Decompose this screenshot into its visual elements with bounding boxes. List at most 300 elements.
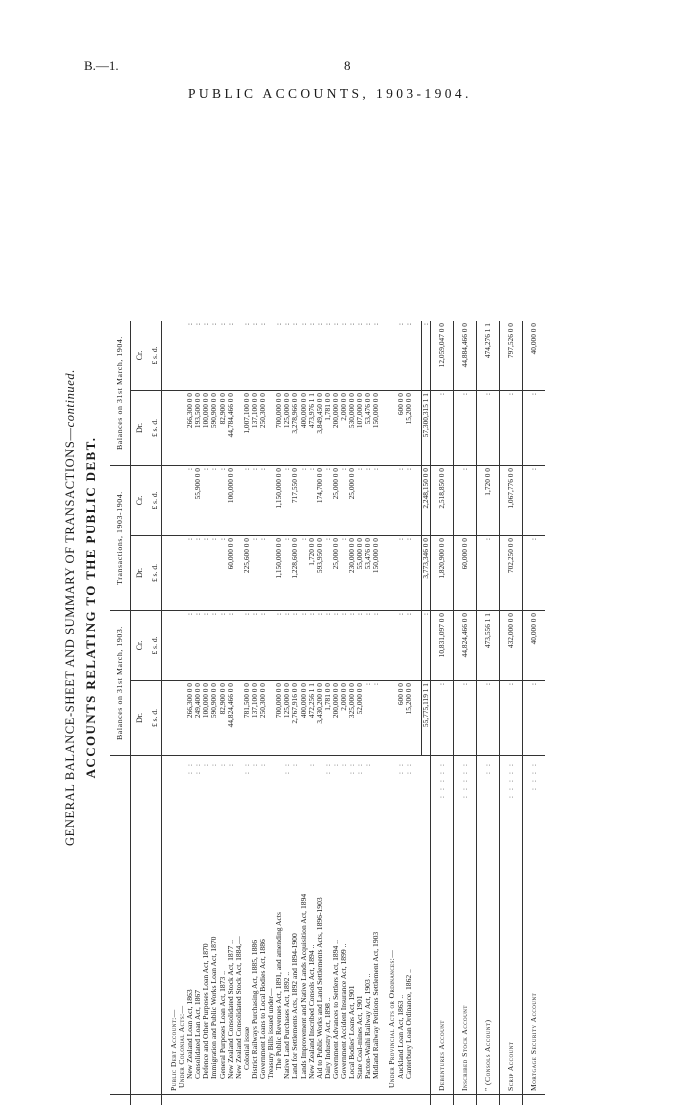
amount-cell xyxy=(267,611,275,681)
row-label-text: State Coal-mines Act, 1901 xyxy=(355,995,365,1079)
colonial-acts-heading: Under Colonial Acts:— xyxy=(177,1005,187,1088)
empty-cell xyxy=(388,611,396,681)
amount-cell: 432,000 0 0 xyxy=(499,611,522,681)
leader-dots: : : xyxy=(355,762,365,775)
amount-cell: : xyxy=(259,611,267,681)
amount-cell: : xyxy=(522,681,545,756)
leader-dots: : : xyxy=(185,762,195,775)
leader-dots: : xyxy=(258,762,268,767)
amount-cell: : xyxy=(453,466,476,536)
amount-cell: 3,430,200 0 0 xyxy=(316,681,324,756)
row-marker xyxy=(251,1095,259,1106)
table-row xyxy=(316,321,324,1105)
amount-cell: 40,000 0 0 xyxy=(522,321,545,391)
leader-dots: : : : : : xyxy=(459,762,469,799)
empty-cell xyxy=(170,466,178,536)
amount-cell: 1,150,000 0 0 xyxy=(275,466,283,536)
col-cr: Cr. xyxy=(131,466,150,536)
amount-cell: : xyxy=(397,536,405,611)
amount-cell: : xyxy=(202,466,210,536)
col-cr: Cr. xyxy=(131,611,150,681)
amount-cell: 717,550 0 0 xyxy=(291,466,299,536)
row-marker xyxy=(499,1095,522,1106)
amount-cell: 100,000 0 0 xyxy=(227,466,235,536)
amount-cell: : xyxy=(364,681,372,756)
amount-cell: : xyxy=(308,611,316,681)
amount-cell: : xyxy=(251,611,259,681)
provincial-acts-heading: Under Provincial Acts or Ordinances:— xyxy=(387,949,397,1088)
amount-cell: : xyxy=(356,466,364,536)
page-number: 8 xyxy=(344,58,351,73)
amount-cell: : xyxy=(316,611,324,681)
row-marker xyxy=(235,1095,243,1106)
page-title: PUBLIC ACCOUNTS, 1903-1904. xyxy=(188,86,472,101)
leader-dots: : xyxy=(290,762,300,767)
amount-cell: : xyxy=(283,321,291,391)
leader-dots: : xyxy=(217,762,227,767)
amount-cell: 44,784,466 0 0 xyxy=(227,391,235,466)
amount-cell: 590,900 0 0 xyxy=(210,681,218,756)
amount-cell: : xyxy=(210,321,218,391)
amount-cell: : xyxy=(397,321,405,391)
amount-cell: 150,000 0 0 xyxy=(372,391,380,466)
row-marker xyxy=(170,1095,178,1106)
empty-cell xyxy=(388,536,396,611)
row-label-text: Government Loans to Local Bodies Act, 1886 xyxy=(258,939,268,1079)
amount-cell: 125,000 0 0 xyxy=(283,391,291,466)
amount-cell: 473,976 1 1 xyxy=(308,391,316,466)
row-label-text: Lands Improvement and Native Lands Acquisition Act, 1894 xyxy=(298,893,308,1079)
amount-cell: 600 0 0 xyxy=(397,391,405,466)
table-row xyxy=(372,321,380,1105)
amount-cell: 3,849,450 0 0 xyxy=(316,391,324,466)
amount-cell: 57,300,315 1 1 xyxy=(421,391,430,466)
row-label-text: Defence and Other Purposes Loan Act, 1870 xyxy=(201,943,211,1079)
amount-cell: 55,000 0 0 xyxy=(356,536,364,611)
amount-cell: 3,278,966 0 0 xyxy=(291,391,299,466)
amount-cell xyxy=(235,466,243,536)
amount-cell: : xyxy=(324,321,332,391)
amount-cell: 1,820,900 0 0 xyxy=(430,536,453,611)
amount-cell: : xyxy=(219,536,227,611)
row-label-text: Dairy Industry Act, 1898 .. xyxy=(322,997,332,1079)
leader-dots: : xyxy=(249,762,259,767)
amount-cell: : xyxy=(324,536,332,611)
row-marker xyxy=(421,1095,430,1106)
public-debt-heading: Public Debt Account:— xyxy=(169,1009,178,1091)
amount-cell: : xyxy=(324,611,332,681)
table-row xyxy=(405,321,413,1105)
amount-cell: : xyxy=(210,466,218,536)
amount-cell: 781,500 0 0 xyxy=(243,681,251,756)
amount-cell: : xyxy=(332,611,340,681)
amount-cell xyxy=(267,321,275,391)
row-marker xyxy=(340,1095,348,1106)
amount-cell: 1,720 0 0 xyxy=(476,466,499,536)
rotated-table-block xyxy=(40,110,640,1105)
amount-cell: 473,556 1 1 xyxy=(476,611,499,681)
amount-cell: : xyxy=(522,391,545,466)
amount-cell: 2,518,850 0 0 xyxy=(430,466,453,536)
row-label-text: Native Land Purchases Act, 1892 .. xyxy=(282,971,292,1079)
col-group-balances-1903: Balances on 31st March, 1903. xyxy=(110,611,131,756)
amount-cell: : xyxy=(348,321,356,391)
amount-cell: : xyxy=(430,391,453,466)
table-row xyxy=(388,321,396,1105)
row-marker xyxy=(316,1095,324,1106)
row-marker xyxy=(324,1095,332,1106)
account-row xyxy=(522,321,545,1105)
amount-cell: : xyxy=(291,611,299,681)
amount-cell: : xyxy=(356,321,364,391)
amount-cell: : xyxy=(340,536,348,611)
amount-cell: 44,824,466 0 0 xyxy=(227,681,235,756)
amount-cell: : xyxy=(316,321,324,391)
amount-cell: : xyxy=(499,681,522,756)
row-marker xyxy=(283,1095,291,1106)
leader-dots: : : xyxy=(193,762,203,775)
amount-cell: 1,007,100 0 0 xyxy=(243,391,251,466)
leader-dots: : : xyxy=(241,762,251,775)
row-marker xyxy=(522,1095,545,1106)
row-label-text: Colonial issue xyxy=(241,1026,251,1070)
amount-cell: 200,000 0 0 xyxy=(332,681,340,756)
amount-cell: : xyxy=(372,321,380,391)
row-label-text: Auckland Loan Act, 1863 .. xyxy=(395,994,405,1079)
amount-cell: : xyxy=(283,466,291,536)
row-label xyxy=(372,756,380,1095)
amount-cell: 325,000 0 0 xyxy=(348,681,356,756)
account-label xyxy=(430,756,453,1095)
amount-cell: 107,000 0 0 xyxy=(356,391,364,466)
amount-cell: 700,000 0 0 xyxy=(275,391,283,466)
leader-dots: : xyxy=(330,762,340,767)
amount-cell: 15,200 0 0 xyxy=(405,391,413,466)
row-marker xyxy=(243,1095,251,1106)
leader-dots: : xyxy=(225,762,235,767)
amount-cell: : xyxy=(186,321,194,391)
amount-cell: : xyxy=(324,466,332,536)
amount-cell: : xyxy=(372,681,380,756)
amount-cell: 2,248,150 0 0 xyxy=(421,466,430,536)
amount-cell: 266,300 0 0 xyxy=(186,391,194,466)
amount-cell: 200,000 0 0 xyxy=(332,391,340,466)
amount-cell: 530,000 0 0 xyxy=(348,391,356,466)
amount-cell: : xyxy=(356,611,364,681)
empty-cell xyxy=(178,536,186,611)
row-label-text: New Zealand Consolidated Stock Act, 1884,— xyxy=(233,936,243,1079)
amount-cell: : xyxy=(251,466,259,536)
leader-dots: : : xyxy=(322,762,332,775)
amount-cell: 2,000 0 0 xyxy=(340,681,348,756)
amount-cell: : xyxy=(476,391,499,466)
col-group-balances-1904: Balances on 31st March, 1904. xyxy=(110,321,131,466)
row-marker xyxy=(453,1095,476,1106)
empty-cell xyxy=(178,611,186,681)
row-label-text: Consolidated Loan Act, 1867 xyxy=(193,989,203,1079)
empty-cell xyxy=(170,611,178,681)
amount-cell: : xyxy=(499,391,522,466)
table-body xyxy=(162,321,545,1105)
amount-cell xyxy=(235,321,243,391)
empty-cell xyxy=(178,466,186,536)
amount-cell: : xyxy=(453,681,476,756)
amount-cell: : xyxy=(405,536,413,611)
amount-cell: : xyxy=(397,466,405,536)
account-label-text: Mortgage Security Account xyxy=(528,992,538,1091)
leader-dots: : : xyxy=(395,762,405,775)
amount-cell: 55,900 0 0 xyxy=(194,466,202,536)
amount-cell: : xyxy=(219,321,227,391)
amount-cell: : xyxy=(340,611,348,681)
col-cr: Cr. xyxy=(131,321,150,391)
row-label-text: New Zealand Loan Act, 1863 xyxy=(185,989,195,1079)
row-label-text: Local Bodies' Loans Act, 1901 xyxy=(347,985,357,1079)
empty-cell xyxy=(170,536,178,611)
amount-cell: 797,526 0 0 xyxy=(499,321,522,391)
row-marker xyxy=(219,1095,227,1106)
row-marker xyxy=(202,1095,210,1106)
amount-cell: : xyxy=(210,611,218,681)
amount-cell: : xyxy=(308,321,316,391)
amount-cell: : xyxy=(202,611,210,681)
row-label-text: Government Advances to Settlers Act, 1894 .. xyxy=(330,940,340,1079)
amount-cell: 100,000 0 0 xyxy=(202,681,210,756)
account-label-text: Debentures Account xyxy=(436,1020,446,1091)
amount-cell: 474,276 1 1 xyxy=(476,321,499,391)
amount-cell: 1,150,000 0 0 xyxy=(275,536,283,611)
row-marker xyxy=(356,1095,364,1106)
amount-cell: 52,000 0 0 xyxy=(356,681,364,756)
amount-cell: 593,950 0 0 xyxy=(316,536,324,611)
amount-cell: : xyxy=(291,321,299,391)
row-marker xyxy=(405,1095,413,1106)
amount-cell: : xyxy=(186,611,194,681)
amount-cell: 1,228,600 0 0 xyxy=(291,536,299,611)
col-units: £ s. d. xyxy=(149,321,162,391)
account-label xyxy=(476,756,499,1095)
row-label-text: Government Accident Insurance Act, 1899 .. xyxy=(338,943,348,1079)
amount-cell: : xyxy=(194,536,202,611)
amount-cell: : xyxy=(243,611,251,681)
amount-cell: 137,100 0 0 xyxy=(251,391,259,466)
row-label-text: District Railways Purchasing Act, 1885, 1886 xyxy=(249,940,259,1079)
amount-cell: : xyxy=(227,321,235,391)
amount-cell: 472,256 1 1 xyxy=(308,681,316,756)
spacer-row xyxy=(162,321,171,1105)
row-label-text: Pacton-Waihi Railway Act, 1903 .. xyxy=(363,973,373,1079)
leader-dots: : xyxy=(306,762,316,767)
amount-cell: 230,000 0 0 xyxy=(348,536,356,611)
amount-cell: : xyxy=(283,536,291,611)
public-debt-table xyxy=(110,321,545,1105)
leader-dots: : : xyxy=(482,762,492,775)
amount-cell: 590,900 0 0 xyxy=(210,391,218,466)
amount-cell: : xyxy=(186,536,194,611)
amount-cell: 702,250 0 0 xyxy=(499,536,522,611)
leader-dots: : xyxy=(201,762,211,767)
row-label-text: Treasury Bills issued under— xyxy=(266,988,276,1079)
leader-dots: : : : : : xyxy=(436,762,446,799)
account-row xyxy=(499,321,522,1105)
amount-cell: : xyxy=(219,466,227,536)
col-group-transactions: Transactions, 1903-1904. xyxy=(110,466,131,611)
amount-cell: : xyxy=(522,466,545,536)
amount-cell: 25,000 0 0 xyxy=(332,466,340,536)
amount-cell: : xyxy=(210,536,218,611)
amount-cell: : xyxy=(453,391,476,466)
row-marker xyxy=(332,1095,340,1106)
account-row xyxy=(430,321,453,1105)
account-label-text: Inscribed Stock Account xyxy=(459,1005,469,1091)
amount-cell: 193,500 0 0 xyxy=(194,391,202,466)
amount-cell: 1,067,776 0 0 xyxy=(499,466,522,536)
amount-cell: 250,300 0 0 xyxy=(259,681,267,756)
leader-dots: : : xyxy=(347,762,357,775)
leader-dots: : : xyxy=(282,762,292,775)
amount-cell: : xyxy=(251,536,259,611)
empty-cell xyxy=(178,321,186,391)
amount-cell: : xyxy=(421,611,430,681)
account-label xyxy=(499,756,522,1095)
row-marker xyxy=(300,1095,308,1106)
amount-cell: 137,100 0 0 xyxy=(251,681,259,756)
row-marker xyxy=(388,1095,396,1106)
amount-cell: 1,781 0 0 xyxy=(324,391,332,466)
account-label xyxy=(453,756,476,1095)
amount-cell: : xyxy=(202,321,210,391)
amount-cell: 60,000 0 0 xyxy=(453,536,476,611)
amount-cell: : xyxy=(405,466,413,536)
amount-cell: 700,000 0 0 xyxy=(275,681,283,756)
row-label-text: General Purposes Loan Act, 1873 .. xyxy=(217,971,227,1079)
row-marker xyxy=(397,1095,405,1106)
amount-cell: 40,000 0 0 xyxy=(522,611,545,681)
table-title: GENERAL BALANCE-SHEET AND SUMMARY OF TRANSACTIONS—continued. xyxy=(63,369,77,846)
row-marker xyxy=(364,1095,372,1106)
amount-cell: 55,775,119 1 1 xyxy=(421,681,430,756)
leader-dots: : : : : xyxy=(528,762,538,791)
amount-cell: : xyxy=(364,321,372,391)
amount-cell: 82,900 0 0 xyxy=(219,391,227,466)
account-label xyxy=(522,756,545,1095)
amount-cell: 225,600 0 0 xyxy=(243,536,251,611)
amount-cell: 25,000 0 0 xyxy=(332,536,340,611)
empty-cell xyxy=(388,466,396,536)
amount-cell: : xyxy=(364,466,372,536)
row-marker xyxy=(348,1095,356,1106)
amount-cell: : xyxy=(300,321,308,391)
amount-cell: 266,300 0 0 xyxy=(186,681,194,756)
amount-cell: 2,000 0 0 xyxy=(340,391,348,466)
amount-cell: : xyxy=(243,466,251,536)
amount-cell: : xyxy=(372,466,380,536)
col-units: £ s. d. xyxy=(149,466,162,536)
amount-cell: 250,300 0 0 xyxy=(259,391,267,466)
amount-cell: : xyxy=(243,321,251,391)
row-label-text: Midland Railway Petitions Settlement Act, 1903 xyxy=(371,931,381,1079)
amount-cell: : xyxy=(283,611,291,681)
amount-cell: 1,781 0 0 xyxy=(324,681,332,756)
amount-cell: 2,767,916 0 0 xyxy=(291,681,299,756)
amount-cell: 12,059,047 0 0 xyxy=(430,321,453,391)
empty-cell xyxy=(170,391,178,466)
col-units: £ s. d. xyxy=(149,681,162,756)
amount-cell: : xyxy=(405,321,413,391)
amount-cell: : xyxy=(397,611,405,681)
amount-cell: : xyxy=(259,321,267,391)
row-marker xyxy=(308,1095,316,1106)
amount-cell: 25,000 0 0 xyxy=(348,466,356,536)
amount-cell: : xyxy=(430,681,453,756)
amount-cell: 249,400 0 0 xyxy=(194,681,202,756)
amount-cell: 53,476 0 0 xyxy=(364,536,372,611)
amount-cell: 100,000 0 0 xyxy=(202,391,210,466)
amount-cell: : xyxy=(259,466,267,536)
row-label xyxy=(421,756,430,1095)
amount-cell: : xyxy=(194,611,202,681)
row-marker xyxy=(194,1095,202,1106)
row-label-text: Canterbury Loan Ordinance, 1862 .. xyxy=(403,969,413,1079)
amount-cell: 53,476 0 0 xyxy=(364,391,372,466)
row-marker xyxy=(186,1095,194,1106)
col-dr: Dr. xyxy=(131,536,150,611)
row-marker xyxy=(476,1095,499,1106)
amount-cell: 44,884,466 0 0 xyxy=(453,321,476,391)
amount-cell: : xyxy=(259,536,267,611)
amount-cell: 60,000 0 0 xyxy=(227,536,235,611)
amount-cell: : xyxy=(405,611,413,681)
amount-cell: 10,831,097 0 0 xyxy=(430,611,453,681)
amount-cell: 82,900 0 0 xyxy=(219,681,227,756)
empty-cell xyxy=(388,321,396,391)
amount-cell: : xyxy=(476,536,499,611)
amount-cell: : xyxy=(202,536,210,611)
amount-cell: 44,824,466 0 0 xyxy=(453,611,476,681)
amount-cell: : xyxy=(476,681,499,756)
amount-cell: 125,000 0 0 xyxy=(283,681,291,756)
amount-cell: 174,700 0 0 xyxy=(316,466,324,536)
row-label-text: New Zealand Inscribed Consols Act, 1894 .. xyxy=(306,944,316,1079)
account-label-text: " (Consols Account) xyxy=(482,1019,492,1091)
amount-cell: : xyxy=(194,321,202,391)
row-label-text: New Zealand Consolidated Stock Act, 1877 .. xyxy=(225,940,235,1079)
amount-cell: : xyxy=(275,611,283,681)
empty-cell xyxy=(170,681,178,756)
amount-cell: 400,000 0 0 xyxy=(300,391,308,466)
amount-cell xyxy=(235,611,243,681)
amount-cell: : xyxy=(340,466,348,536)
row-label-text: Immigration and Public Works Loan Act, 1870 xyxy=(209,936,219,1079)
row-marker xyxy=(267,1095,275,1106)
leader-dots: : xyxy=(209,762,219,767)
totals-row xyxy=(421,321,430,1105)
row-marker xyxy=(372,1095,380,1106)
table-row xyxy=(170,321,178,1105)
amount-cell: : xyxy=(340,321,348,391)
row-marker xyxy=(430,1095,453,1106)
col-units: £ s. d. xyxy=(149,391,162,466)
row-label-text: The Public Revenues Act, 1891, and amending Acts xyxy=(274,912,284,1070)
amount-cell: : xyxy=(300,611,308,681)
amount-cell: : xyxy=(348,611,356,681)
amount-cell: : xyxy=(332,321,340,391)
amount-cell: : xyxy=(251,321,259,391)
row-marker xyxy=(259,1095,267,1106)
amount-cell: : xyxy=(186,466,194,536)
account-label-text: Scrip Account xyxy=(505,1041,515,1091)
amount-cell: : xyxy=(300,536,308,611)
